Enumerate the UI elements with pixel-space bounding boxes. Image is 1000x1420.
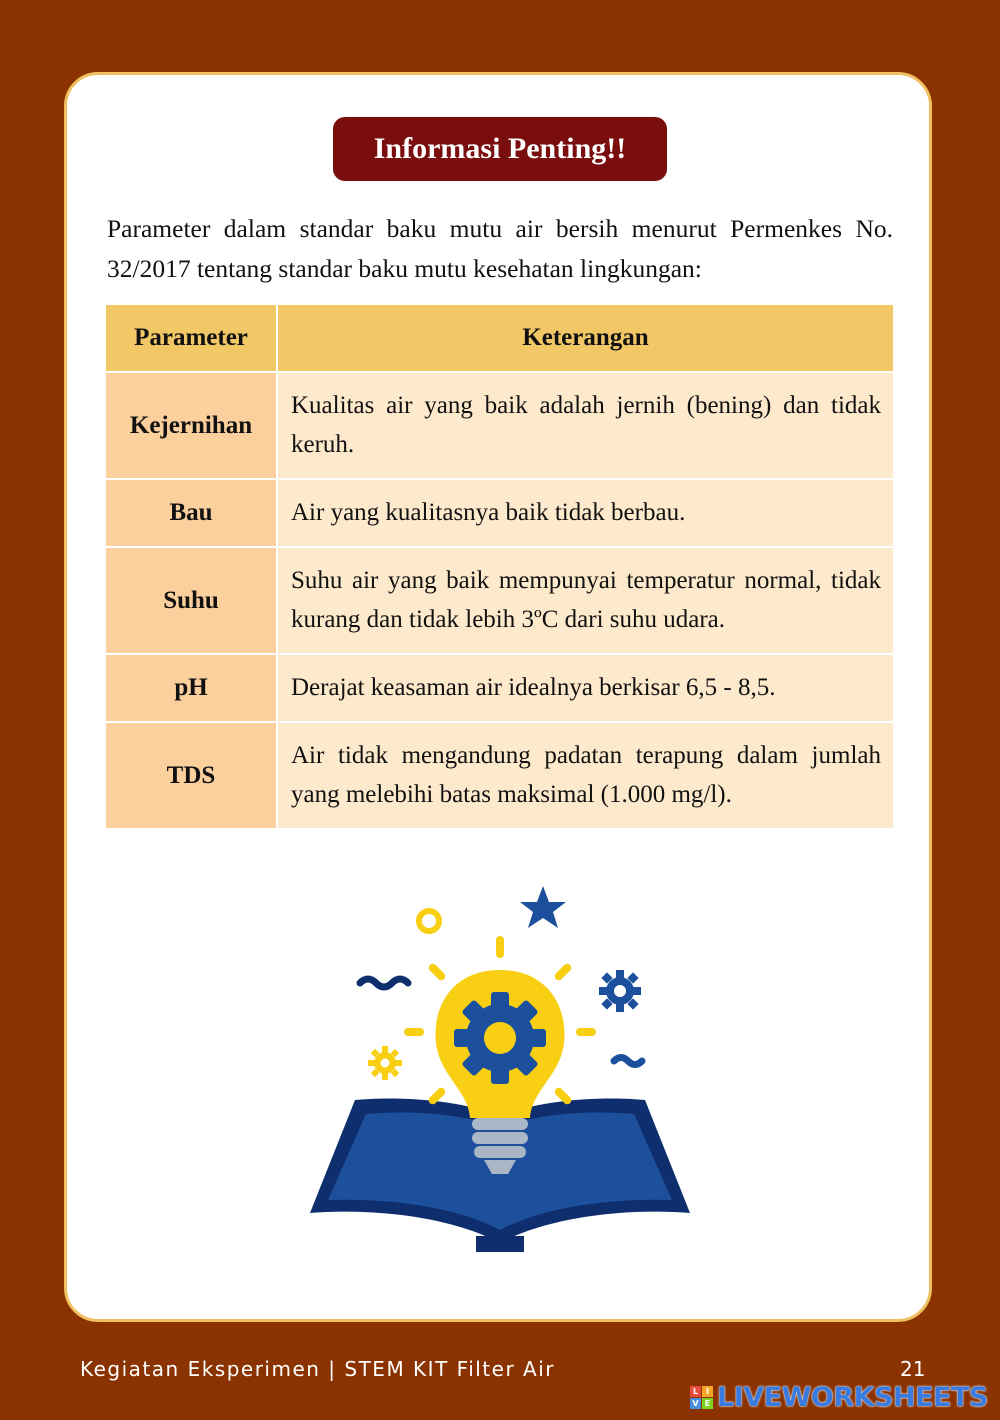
header-keterangan: Keterangan <box>277 304 894 372</box>
row-parameter: Kejernihan <box>105 372 277 479</box>
row-keterangan: Kualitas air yang baik adalah jernih (bening) dan tidak keruh. <box>277 372 894 479</box>
lightbulb-book-icon <box>300 878 700 1258</box>
title-text: Informasi Penting!! <box>373 132 627 165</box>
row-keterangan: Air yang kualitasnya baik tidak berbau. <box>277 479 894 547</box>
row-keterangan: Air tidak mengandung padatan terapung dalam jumlah yang melebihi batas maksimal (1.000 mg/l). <box>277 722 894 829</box>
row-keterangan: Suhu air yang baik mempunyai temperatur normal, tidak kurang dan tidak lebih 3ºC dari suhu udara. <box>277 547 894 654</box>
page-number: 21 <box>900 1357 926 1381</box>
table-row <box>105 372 894 479</box>
watermark-text: LIVEWORKSHEETS <box>717 1381 988 1413</box>
row-keterangan: Derajat keasaman air idealnya berkisar 6,5 - 8,5. <box>277 654 894 722</box>
liveworksheets-watermark[interactable] <box>690 1381 988 1413</box>
intro-paragraph: Parameter dalam standar baku mutu air bersih menurut Permenkes No. 32/2017 tentang standar baku mutu kesehatan lingkungan: <box>107 214 893 283</box>
row-parameter: Suhu <box>105 547 277 654</box>
table-row <box>105 479 894 547</box>
table-row <box>105 722 894 829</box>
row-parameter: TDS <box>105 722 277 829</box>
liveworksheets-logo-icon: L I V E <box>690 1386 713 1409</box>
footer-text: Kegiatan Eksperimen | STEM KIT Filter Air <box>80 1357 555 1381</box>
header-parameter: Parameter <box>105 304 277 372</box>
row-parameter: pH <box>105 654 277 722</box>
title-badge <box>333 117 667 181</box>
parameter-table <box>104 303 895 830</box>
row-parameter: Bau <box>105 479 277 547</box>
table-header-row <box>105 304 894 372</box>
table-row <box>105 654 894 722</box>
table-row <box>105 547 894 654</box>
